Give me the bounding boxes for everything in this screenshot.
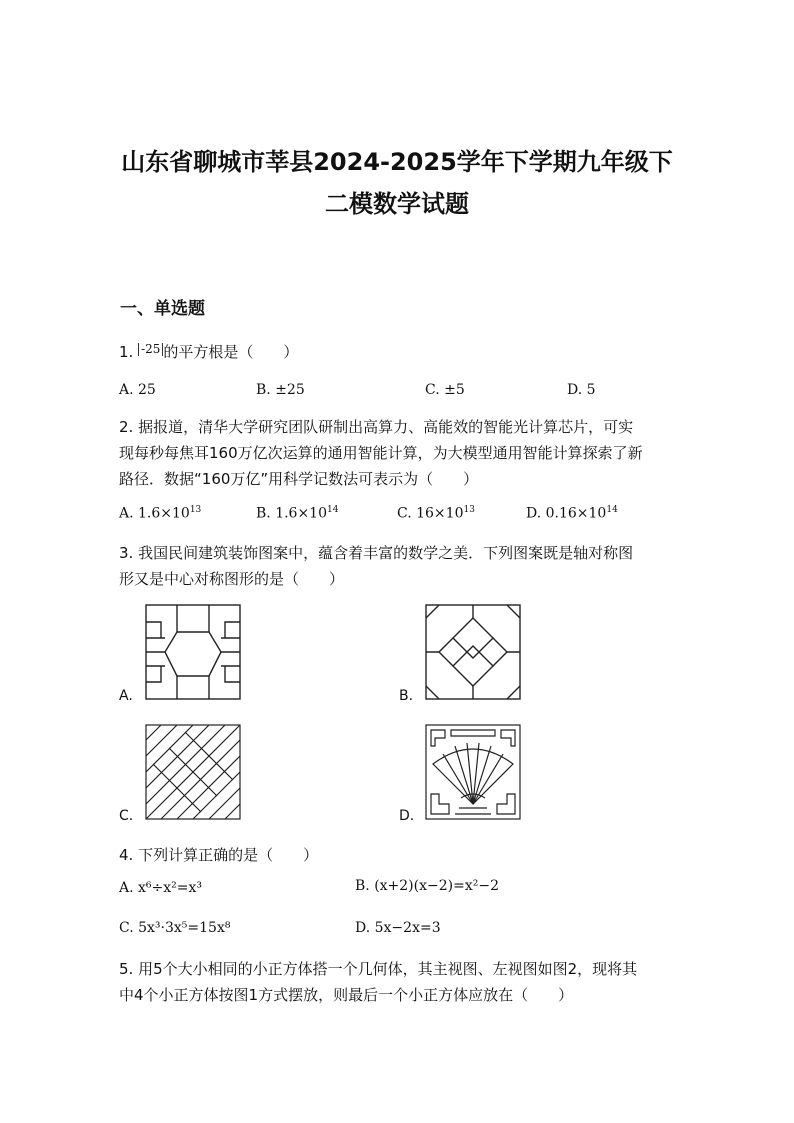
q1-option-c: C. ±5 [425,382,465,398]
q3-option-c-label: C. [119,808,134,824]
title-line-2: 二模数学试题 [325,190,469,218]
q2-option-a: A. $1.6\times 10^{13}$ [119,505,202,522]
q3-option-d-label: D. [399,808,415,824]
question-3-stem [119,540,679,592]
q1-option-b: B. ±25 [256,382,305,398]
q1-stem-text: 的平方根是（ ） [163,343,299,361]
q3-line-2: 形又是中心对称图形的是（ ） [119,570,345,588]
title-line-1: 山东省聊城市莘县2024-2025学年下学期九年级下 [121,148,673,176]
q2-line-3: 路径．数据“160万亿”用科学记数法可表示为（ ） [119,470,479,488]
q2-option-c: C. $16\times 10^{13}$ [397,505,475,522]
q4-option-d: D. 5x−2x=3 [355,920,441,936]
pattern-a-hexagon-figure [145,604,241,700]
pattern-c-weave-figure [145,724,241,820]
question-4-stem: 4. 下列计算正确的是（ ） [119,846,319,864]
q5-line-2: 中4个小正方体按图1方式摆放，则最后一个小正方体应放在（ ） [119,986,574,1004]
q4-option-a: A. x⁶÷x²=x³ [119,880,202,896]
q1-option-d: D. 5 [567,382,596,398]
q3-line-1: 3. 我国民间建筑装饰图案中，蕴含着丰富的数学之美．下列图案既是轴对称图 [119,544,634,562]
question-1-stem [119,339,679,365]
q5-line-1: 5. 用5个大小相同的小正方体搭一个几何体，其主视图、左视图如图2，现将其 [119,960,638,978]
q1-number: 1. [119,343,134,361]
q2-line-2: 现每秒每焦耳160万亿次运算的通用智能计算，为大模型通用智能计算探索了新 [119,444,643,462]
question-5-stem [119,956,679,1008]
q1-option-a: A. 25 [119,382,156,398]
q3-option-a-label: A. [119,688,133,704]
q1-abs-value: -25 [138,343,163,356]
pattern-b-interlock-figure [425,604,521,700]
q4-option-c: C. 5x³·3x⁵=15x⁸ [119,920,231,936]
question-2-stem [119,414,679,492]
q2-option-d: D. $0.16\times 10^{14}$ [526,505,618,522]
pattern-d-fan-figure [425,724,521,820]
section-heading: 一、单选题 [120,299,205,319]
q3-option-b-label: B. [399,688,414,704]
q2-line-1: 2. 据报道，清华大学研究团队研制出高算力、高能效的智能光计算芯片，可实 [119,418,634,436]
q4-option-b: B. (x+2)(x−2)=x²−2 [355,878,499,894]
q2-option-b: B. $1.6\times 10^{14}$ [256,505,339,522]
